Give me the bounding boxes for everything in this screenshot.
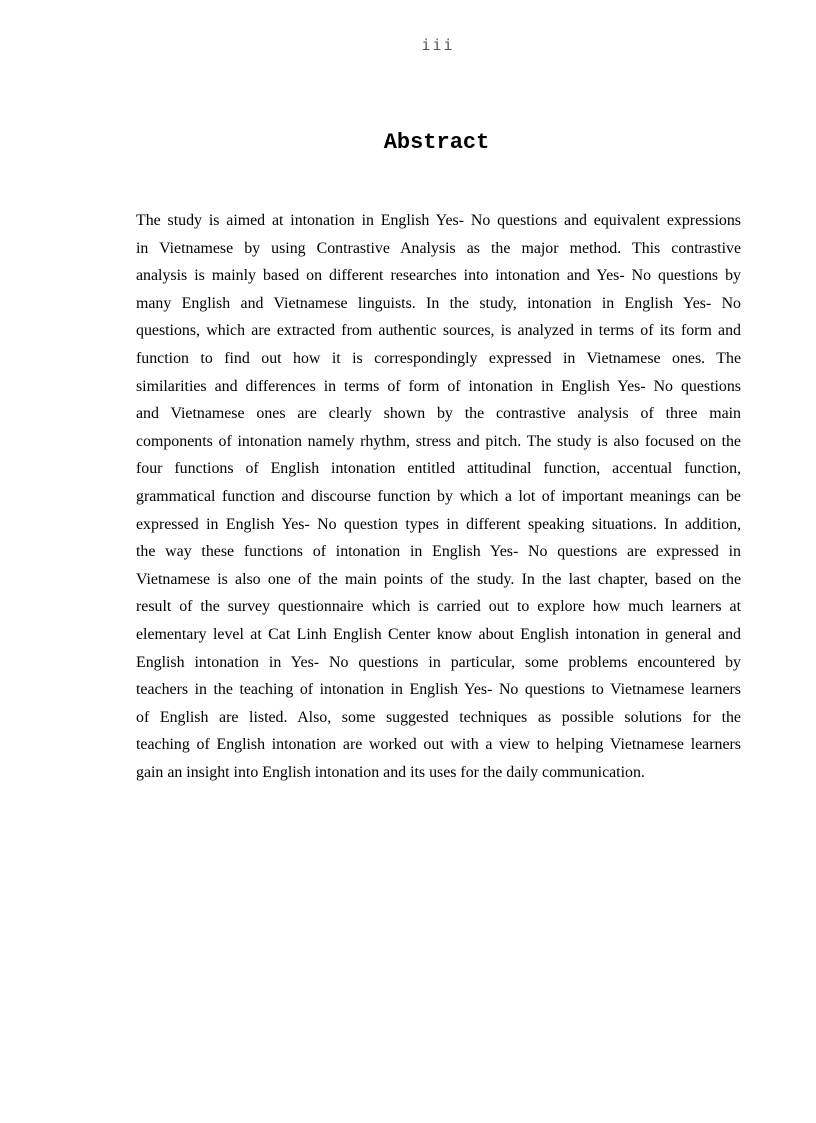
abstract-line: the way these functions of intonation in English Yes- No questions are expressed in [136, 543, 741, 561]
page-number: iii [421, 36, 455, 54]
abstract-line: components of intonation namely rhythm, stress and pitch. The study is also focused on the [136, 432, 741, 450]
abstract-line: expressed in English Yes- No question types in different speaking situations. In addition, [136, 515, 741, 533]
abstract-line: many English and Vietnamese linguists. In the study, intonation in English Yes- No [136, 294, 741, 312]
abstract-line: four functions of English intonation entitled attitudinal function, accentual function, [136, 460, 741, 478]
abstract-line: result of the survey questionnaire which is carried out to explore how much learners at [136, 598, 741, 616]
abstract-line: gain an insight into English intonation and its uses for the daily communication. [136, 763, 645, 781]
abstract-line: teaching of English intonation are worked out with a view to helping Vietnamese learners [136, 736, 741, 754]
abstract-line: Vietnamese is also one of the main points of the study. In the last chapter, based on the [136, 570, 741, 588]
page-title: Abstract [383, 130, 490, 155]
abstract-line: and Vietnamese ones are clearly shown by the contrastive analysis of three main [136, 405, 741, 423]
abstract-line: analysis is mainly based on different researches into intonation and Yes- No questions by [136, 267, 741, 285]
abstract-line: English intonation in Yes- No questions in particular, some problems encountered by [136, 653, 741, 671]
abstract-line: function to find out how it is correspondingly expressed in Vietnamese ones. The [136, 349, 741, 367]
abstract-line: of English are listed. Also, some suggested techniques as possible solutions for the [136, 708, 741, 726]
abstract-line: in Vietnamese by using Contrastive Analysis as the major method. This contrastive [136, 239, 741, 257]
abstract-line: grammatical function and discourse function by which a lot of important meanings can be [136, 487, 741, 505]
abstract-line: teachers in the teaching of intonation in English Yes- No questions to Vietnamese learners [136, 681, 741, 699]
abstract-line: The study is aimed at intonation in English Yes- No questions and equivalent expressions [136, 212, 741, 229]
abstract-line: questions, which are extracted from authentic sources, is analyzed in terms of its form and [136, 322, 741, 340]
abstract-line: similarities and differences in terms of form of intonation in English Yes- No questions [136, 377, 741, 395]
abstract-body [136, 207, 741, 786]
abstract-line: elementary level at Cat Linh English Center know about English intonation in general and [136, 625, 741, 643]
